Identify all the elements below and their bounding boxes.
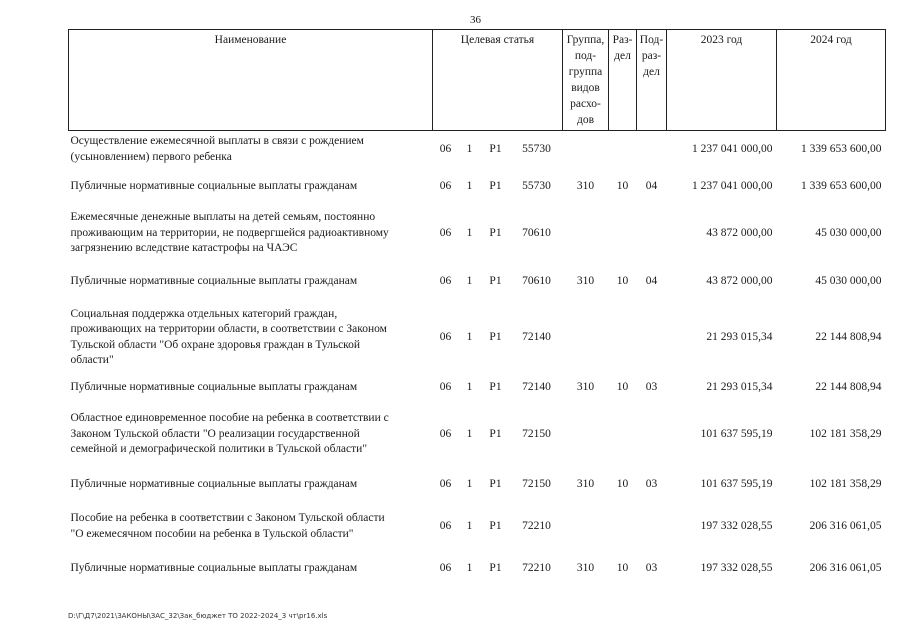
section-code (609, 205, 637, 263)
amount-2023: 101 637 595,19 (700, 477, 773, 490)
table-row (69, 401, 886, 469)
amount-2024: 45 030 000,00 (815, 274, 882, 287)
code-subprogram: 1 (466, 143, 473, 155)
amount-2023: 101 637 595,19 (700, 427, 773, 440)
amount-2024: 45 030 000,00 (815, 226, 882, 239)
expense-group (563, 131, 609, 169)
row-name (69, 401, 433, 469)
row-name (69, 205, 433, 263)
header-target-article: Целевая статья (433, 30, 563, 131)
header-group-line: группа (568, 66, 603, 78)
row-name-line: Осуществление ежемесячной выплаты в связи с рождением (70, 135, 364, 148)
subsection-code: 04 (645, 274, 658, 287)
header-subsection (637, 30, 667, 131)
expense-group (563, 401, 609, 469)
code-program: 06 (439, 561, 452, 574)
table-row (69, 205, 886, 263)
section-code: 10 (616, 380, 629, 393)
amount-2023: 1 237 041 000,00 (692, 179, 773, 192)
code-project: Р1 (489, 561, 502, 574)
header-group-line: расхо- (570, 98, 601, 110)
row-name (69, 131, 433, 169)
code-subprogram: 1 (466, 179, 473, 192)
table-row (69, 131, 886, 169)
row-name-line: Социальная поддержка отдельных категорий граждан, (70, 307, 338, 320)
section-code (609, 501, 637, 553)
row-name-line: (усыновлением) первого ребенка (70, 150, 232, 163)
code-project: Р1 (489, 477, 502, 490)
code-program: 06 (439, 477, 452, 490)
budget-table (68, 29, 886, 585)
table-row (69, 469, 886, 501)
code-project: Р1 (489, 380, 502, 393)
code-program: 06 (439, 519, 452, 532)
row-name-line: Пособие на ребенка в соответствии с Законом Тульской области (70, 512, 385, 524)
code-subprogram: 1 (466, 427, 473, 440)
code-direction: 72150 (522, 427, 551, 440)
expense-group: 310 (576, 179, 595, 192)
code-direction: 72150 (522, 477, 551, 490)
row-name (69, 301, 433, 375)
amount-2024: 102 181 358,29 (809, 477, 882, 490)
code-direction: 70610 (522, 226, 551, 239)
header-subsection-line: дел (643, 66, 660, 78)
amount-2023: 21 293 015,34 (706, 380, 773, 393)
page-number: 36 (470, 14, 481, 26)
expense-group: 310 (576, 380, 595, 393)
code-program: 06 (439, 143, 452, 155)
amount-2023: 197 332 028,55 (700, 561, 773, 574)
header-section-line: Раз- (612, 34, 633, 46)
code-subprogram: 1 (466, 274, 473, 287)
row-name-line: Публичные нормативные социальные выплаты гражданам (70, 179, 358, 192)
code-direction: 72140 (522, 380, 551, 393)
file-path-footer: D:\Г\Д7\2021\ЗАКОНЫ\ЗАС_32\Зак_бюджет ТО 2022-2024_3 чт\pr16.xls (68, 612, 328, 620)
expense-group: 310 (576, 561, 595, 574)
code-project: Р1 (489, 330, 502, 343)
section-code: 10 (616, 179, 629, 192)
expense-group: 310 (576, 477, 595, 490)
code-project: Р1 (489, 179, 502, 192)
amount-2023: 197 332 028,55 (700, 519, 773, 532)
table-row (69, 263, 886, 301)
row-name-line: Тульской области "Об охране здоровья граждан в Тульской (70, 338, 361, 351)
row-name (69, 553, 433, 585)
row-name (69, 169, 433, 205)
amount-2023: 43 872 000,00 (706, 226, 773, 239)
code-subprogram: 1 (466, 561, 473, 574)
expense-group (563, 301, 609, 375)
header-section (609, 30, 637, 131)
code-program: 06 (439, 226, 452, 239)
subsection-code (637, 401, 667, 469)
amount-2024: 206 316 061,05 (809, 561, 882, 574)
code-direction: 55730 (522, 143, 551, 155)
header-group (563, 30, 609, 131)
table-row (69, 553, 886, 585)
expense-group (563, 205, 609, 263)
section-code (609, 131, 637, 169)
section-code (609, 301, 637, 375)
code-subprogram: 1 (466, 330, 473, 343)
code-program: 06 (439, 380, 452, 393)
subsection-code (637, 501, 667, 553)
code-project: Р1 (489, 226, 502, 239)
row-name-line: области" (70, 354, 114, 366)
row-name-line: Публичные нормативные социальные выплаты гражданам (70, 477, 358, 490)
row-name-line: Публичные нормативные социальные выплаты гражданам (70, 561, 358, 574)
subsection-code: 04 (645, 179, 658, 192)
code-subprogram: 1 (466, 519, 473, 532)
code-program: 06 (439, 274, 452, 287)
header-name: Наименование (69, 30, 433, 131)
row-name-line: "О ежемесячном пособии на ребенка в Тульской области" (70, 527, 354, 540)
section-code (609, 401, 637, 469)
amount-2024: 1 339 653 600,00 (801, 143, 882, 155)
header-subsection-line: раз- (641, 50, 662, 62)
row-name-line: проживающим на территории, не подвергшейся радиоактивному (70, 226, 389, 239)
row-name-line: Публичные нормативные социальные выплаты гражданам (70, 380, 358, 393)
code-project: Р1 (489, 519, 502, 532)
row-name-line: семейной и демографической политики в Тульской области" (70, 443, 368, 456)
section-code: 10 (616, 477, 629, 490)
subsection-code (637, 301, 667, 375)
amount-2023: 21 293 015,34 (706, 330, 773, 343)
amount-2023: 1 237 041 000,00 (692, 143, 773, 155)
code-program: 06 (439, 330, 452, 343)
header-year-2024: 2024 год (777, 30, 886, 131)
header-year-2023: 2023 год (667, 30, 777, 131)
header-group-line: дов (576, 114, 595, 126)
code-direction: 72140 (522, 330, 551, 343)
row-name-line: Областное единовременное пособие на ребенка в соответствии с (70, 412, 389, 425)
header-group-line: под- (574, 50, 597, 62)
subsection-code (637, 205, 667, 263)
table-header-row (69, 30, 886, 131)
expense-group (563, 501, 609, 553)
subsection-code (637, 131, 667, 169)
row-name (69, 375, 433, 401)
code-direction: 55730 (522, 179, 551, 192)
code-project: Р1 (489, 143, 502, 155)
table-row (69, 169, 886, 205)
row-name (69, 501, 433, 553)
code-direction: 72210 (522, 561, 551, 574)
row-name (69, 263, 433, 301)
amount-2024: 102 181 358,29 (809, 427, 882, 440)
row-name-line: Законом Тульской области "О реализации государственной (70, 427, 360, 440)
code-subprogram: 1 (466, 226, 473, 239)
amount-2023: 43 872 000,00 (706, 274, 773, 287)
table-row (69, 375, 886, 401)
header-subsection-line: Под- (639, 34, 664, 46)
expense-group: 310 (576, 274, 595, 287)
subsection-code: 03 (645, 561, 658, 574)
header-section-line: дел (614, 50, 631, 62)
code-subprogram: 1 (466, 380, 473, 393)
header-group-line: Группа, (566, 34, 605, 46)
code-direction: 70610 (522, 274, 551, 287)
amount-2024: 1 339 653 600,00 (801, 179, 882, 192)
header-group-line: видов (571, 82, 600, 94)
table-row (69, 301, 886, 375)
code-subprogram: 1 (466, 477, 473, 490)
row-name-line: Публичные нормативные социальные выплаты гражданам (70, 274, 358, 287)
row-name-line: проживающих на территории области, в соответствии с Законом (70, 323, 387, 335)
code-direction: 72210 (522, 519, 551, 532)
row-name-line: Ежемесячные денежные выплаты на детей семьям, постоянно (70, 211, 376, 224)
amount-2024: 206 316 061,05 (809, 519, 882, 532)
table-row (69, 501, 886, 553)
code-program: 06 (439, 179, 452, 192)
code-program: 06 (439, 427, 452, 440)
row-name-line: загрязнению вследствие катастрофы на ЧАЭС (70, 242, 298, 255)
subsection-code: 03 (645, 380, 658, 393)
section-code: 10 (616, 274, 629, 287)
amount-2024: 22 144 808,94 (815, 380, 882, 393)
code-project: Р1 (489, 274, 502, 287)
code-project: Р1 (489, 427, 502, 440)
row-name (69, 469, 433, 501)
amount-2024: 22 144 808,94 (815, 330, 882, 343)
section-code: 10 (616, 561, 629, 574)
subsection-code: 03 (645, 477, 658, 490)
